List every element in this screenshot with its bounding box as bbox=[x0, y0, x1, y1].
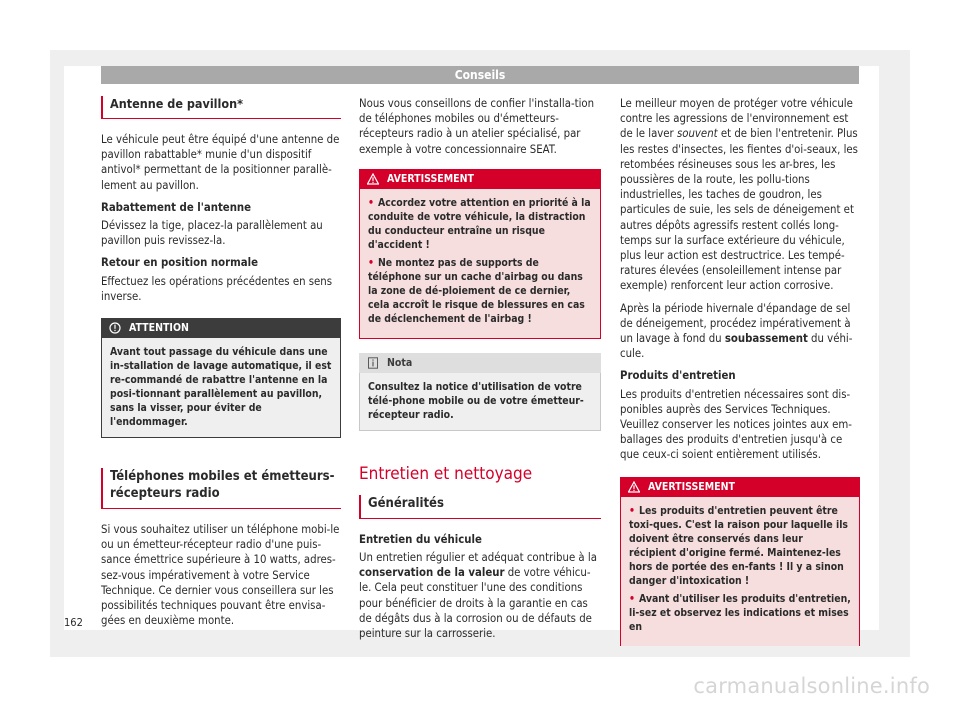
warning-triangle-icon bbox=[367, 173, 379, 185]
warning-header bbox=[620, 477, 860, 497]
attention-text: Avant tout passage du véhicule dans une in-stallation de lavage automatique, il est re-commandé de rabattre l'antenne en la posi-tionnant parallèlement au pavillon, sans la visser, pour éviter de l'endommager. bbox=[101, 338, 341, 438]
paragraph: Dévissez la tige, placez-la parallèlement au pavillon puis revissez-la. bbox=[101, 219, 323, 248]
warning-box bbox=[359, 169, 601, 339]
note-label: Nota bbox=[387, 356, 413, 369]
attention-box bbox=[101, 318, 341, 438]
paragraph: Après la période hivernale d'épandage de sel de déneigement, procédez impérativement à un lavage à fond du soubassement du véhi-cule. bbox=[620, 301, 853, 361]
warning-label: AVERTISSEMENT bbox=[648, 480, 735, 493]
bullet-icon: • bbox=[629, 592, 635, 605]
bullet-icon: • bbox=[368, 196, 374, 209]
warning-box bbox=[620, 477, 860, 646]
subheading: Entretien du véhicule bbox=[359, 532, 482, 546]
warning-label: AVERTISSEMENT bbox=[387, 172, 474, 185]
warning-body bbox=[620, 497, 860, 646]
subheading: Produits d'entretien bbox=[620, 369, 736, 383]
paragraph: Les produits d'entretien nécessaires sont dis-ponibles auprès des Services Techniques. Veuillez conserver les notices jointes aux em-ballages des produits d'entretien jusqu'à ce que ceux-ci soient entièrement utilisés. bbox=[620, 387, 852, 462]
warning-triangle-icon bbox=[628, 481, 640, 493]
note-text: Consultez la notice d'utilisation de votre télé-phone mobile ou de votre émetteur-récepteur radio. bbox=[359, 373, 601, 431]
info-circle-icon bbox=[109, 322, 121, 334]
paragraph: Effectuez les opérations précédentes en sens inverse. bbox=[101, 274, 333, 303]
paragraph: Le meilleur moyen de protéger votre véhicule contre les agressions de l'environnement est de le laver souvent et de bien l'entretenir. Plus les restes d'insectes, les fientes d'oi-seaux, les retombées résineuses sous les ar-bres, les poussières de la route, les pollu-tions industrielles, les taches de goudron, les particules de suie, les sels de déneigement et autres dépôts agressifs restent collés long-temps sur la surface extérieure du véhicule, plus leur action est destructrice. Les tempé-ratures élevées (ensoleillement intense par exemple) renforcent leur action corrosive. bbox=[620, 97, 858, 293]
note-box bbox=[359, 353, 601, 431]
warning-item: • Avant d'utiliser les produits d'entretien, li-sez et observez les indications et mises en bbox=[629, 592, 851, 633]
section-title: Entretien et nettoyage bbox=[359, 463, 533, 484]
warning-item: • Accordez votre attention en priorité à la conduite de votre véhicule, la distraction du conducteur entraîne un risque d'accident ! bbox=[368, 196, 591, 251]
bullet-icon: • bbox=[629, 504, 635, 517]
subheading: Retour en position normale bbox=[101, 256, 258, 270]
attention-label: ATTENTION bbox=[129, 322, 189, 335]
chapter-header: Conseils bbox=[101, 66, 859, 84]
column-right bbox=[620, 96, 860, 658]
note-header bbox=[359, 353, 601, 373]
column-middle bbox=[359, 96, 601, 648]
info-icon bbox=[367, 357, 379, 369]
warning-body bbox=[359, 189, 601, 339]
subheading: Rabattement de l'antenne bbox=[101, 200, 252, 214]
paragraph: Si vous souhaitez utiliser un téléphone mobi-le ou un émetteur-récepteur radio d'une puis-sance émettrice supérieure à 10 watts, adres-sez-vous impérativement à votre Service Technique. Ce dernier vous conseillera sur les possibilités techniques pouvant être envisa-gées en deuxième monte. bbox=[101, 523, 340, 628]
bullet-icon: • bbox=[368, 256, 374, 269]
page-number: 162 bbox=[64, 616, 83, 629]
warning-item: • Ne montez pas de supports de téléphone sur un cache d'airbag ou dans la zone de dé-ploiement de ce dernier, cela accroît le risque de blessures en cas de déclenchement de l'airbag ! bbox=[368, 256, 585, 325]
heading-roof-antenna: Antenne de pavillon* bbox=[101, 96, 341, 119]
watermark: carmanualsonline.info bbox=[693, 674, 930, 698]
paragraph: Un entretien régulier et adéquat contribue à la conservation de la valeur de votre véhicu-le. Cela peut constituer l'une des conditions pour bénéficier de droits à la garantie en cas de dégâts dus à la corrosion ou de défauts de peinture sur la carrosserie. bbox=[359, 551, 597, 641]
heading-generalites: Généralités bbox=[359, 495, 601, 519]
warning-header bbox=[359, 169, 601, 189]
paragraph: Le véhicule peut être équipé d'une antenne de pavillon rabattable* munie d'un dispositif antivol* permettant de la positionner parallè-lement au pavillon. bbox=[101, 133, 340, 192]
heading-mobile-phones: Téléphones mobiles et émetteurs-récepteurs radio bbox=[101, 468, 341, 509]
paragraph: Nous vous conseillons de confier l'installa-tion de téléphones mobiles ou d'émetteurs-récepteurs radio à un atelier spécialisé, par exemple à votre concessionnaire SEAT. bbox=[359, 97, 595, 156]
attention-header bbox=[101, 318, 341, 338]
warning-item: • Les produits d'entretien peuvent être toxi-ques. C'est la raison pour laquelle ils doivent être conservés dans leur récipient d'origine fermé. Maintenez-les hors de portée des en-fants ! Il y a sinon danger d'intoxication ! bbox=[629, 504, 848, 587]
column-left bbox=[101, 96, 341, 635]
